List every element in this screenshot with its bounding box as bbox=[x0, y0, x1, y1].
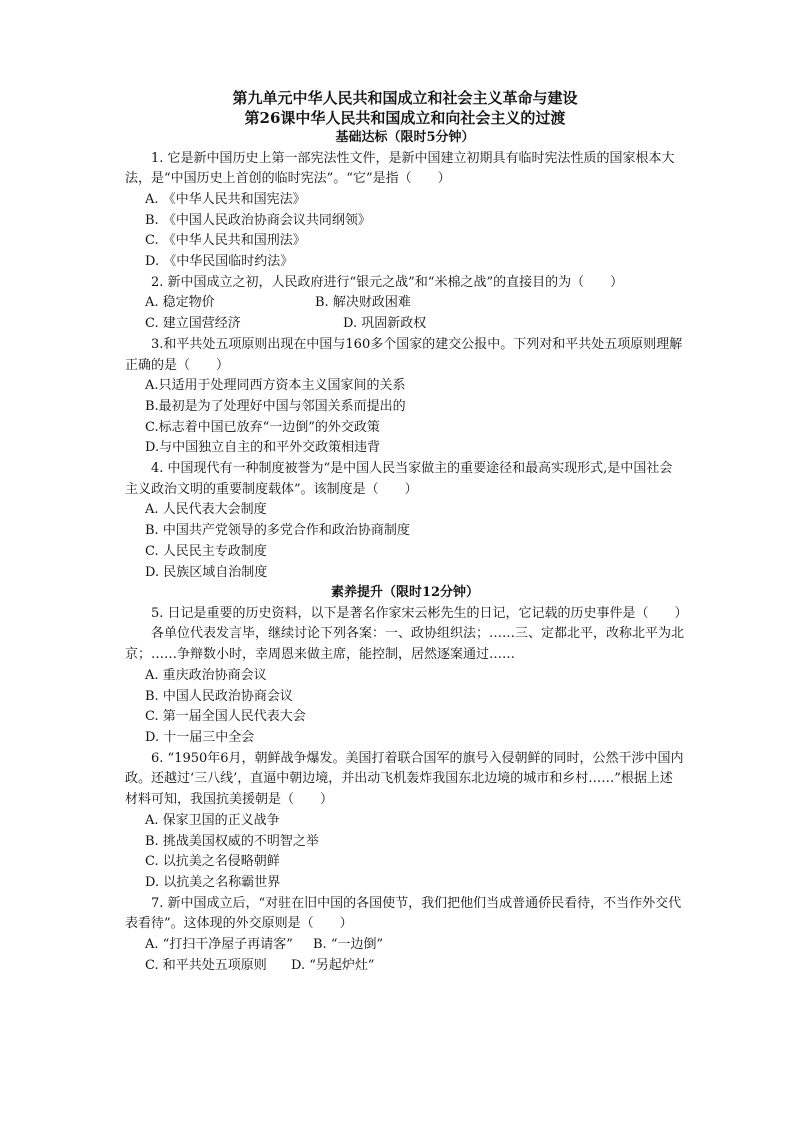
option-row bbox=[125, 956, 685, 977]
question-7 bbox=[125, 894, 685, 977]
unit-title: 第九单元中华人民共和国成立和社会主义革命与建设 bbox=[232, 89, 578, 107]
option-d: D. 十一届三中全会 bbox=[145, 729, 255, 745]
option-a: A. 稳定物价 bbox=[145, 295, 215, 311]
option-c: C.标志着中国已放弃“一边倒”的外交政策 bbox=[145, 419, 380, 435]
question-stem: 4. 中国现代有一种制度被誉为“是中国人民当家做主的重要途径和最高实现形式,是中国社会主义政治文明的重要制度载体”。该制度是（ ） bbox=[125, 461, 673, 497]
diary-material: 各单位代表发言毕，继续讨论下列各案：一、政协组织法；……三、定都北平，改称北平为北京；……争辩数小时，幸周恩来做主席，能控制，居然逐案通过…… bbox=[125, 626, 685, 663]
question-stem: 7. 新中国成立后，“对驻在旧中国的各国使节，我们把他们当成普通侨民看待，不当作外交代表看待”。这体现的外交原则是（ ） bbox=[125, 895, 682, 932]
option-c: C. 《中华人民共和国刑法》 bbox=[145, 233, 306, 249]
section-basic-heading: 基础达标（限时5分钟） bbox=[335, 130, 475, 145]
option-a: A. 重庆政治协商会议 bbox=[145, 667, 267, 683]
question-stem: 5. 日记是重要的历史资料，以下是著名作家宋云彬先生的日记，它记载的历史事件是（ ） bbox=[151, 605, 688, 621]
option-a: A. “打扫干净屋子再请客” bbox=[145, 937, 293, 953]
question-stem: 6. “1950年6月，朝鲜战争爆发。美国打着联合国军的旗号入侵朝鲜的同时，公然干涉中国内政。还越过‘三八线’，直逼中朝边境，并出动飞机轰炸我国东北边境的城市和乡村……”根据上述材料可知，我国抗美援朝是（ ） bbox=[125, 750, 684, 808]
lesson-title: 第26课中华人民共和国成立和向社会主义的过渡 bbox=[244, 109, 566, 127]
option-d: D. 以抗美之名称霸世界 bbox=[145, 874, 281, 890]
section-advanced-heading: 素养提升（限时12分钟） bbox=[330, 585, 480, 601]
question-3 bbox=[125, 335, 685, 459]
option-c: C. 第一届全国人民代表大会 bbox=[145, 709, 306, 725]
option-c: C. 建立国营经济 bbox=[145, 316, 241, 332]
question-2 bbox=[125, 273, 685, 335]
option-b: B. 中国共产党领导的多党合作和政治协商制度 bbox=[145, 523, 410, 539]
option-c: C. 以抗美之名侵略朝鲜 bbox=[145, 854, 280, 870]
option-b: B.最初是为了处理好中国与邻国关系而提出的 bbox=[145, 398, 406, 414]
option-a: A. 人民代表大会制度 bbox=[145, 502, 267, 518]
question-5 bbox=[125, 604, 688, 749]
option-b: B. 中国人民政治协商会议 bbox=[145, 688, 293, 704]
option-d: D. 《中华民国临时约法》 bbox=[145, 254, 294, 270]
option-b: B. “一边倒” bbox=[313, 937, 384, 953]
option-row bbox=[125, 314, 685, 335]
option-d: D. 巩固新政权 bbox=[343, 316, 427, 332]
question-4 bbox=[125, 459, 685, 583]
option-d: D. “另起炉灶” bbox=[291, 957, 375, 973]
question-stem: 3.和平共处五项原则出现在中国与160多个国家的建交公报中。下列对和平共处五项原则理解正确的是（ ） bbox=[125, 336, 683, 373]
option-d: D.与中国独立自主的和平外交政策相违背 bbox=[145, 440, 381, 456]
option-c: C. 和平共处五项原则 bbox=[145, 957, 267, 973]
question-stem: 2. 新中国成立之初，人民政府进行“银元之战”和“米棉之战”的直接目的为（ ） bbox=[151, 274, 624, 290]
option-b: B. 解决财政困难 bbox=[315, 295, 411, 311]
worksheet-page bbox=[125, 88, 688, 976]
option-a: A.只适用于处理同西方资本主义国家间的关系 bbox=[145, 378, 406, 394]
option-a: A. 保家卫国的正义战争 bbox=[145, 812, 280, 828]
question-6 bbox=[125, 749, 685, 894]
question-stem: 1. 它是新中国历史上第一部宪法性文件，是新中国建立初期具有临时宪法性质的国家根本大法，是“中国历史上首创的临时宪法”。“它”是指（ ） bbox=[125, 150, 675, 187]
option-a: A. 《中华人民共和国宪法》 bbox=[145, 191, 306, 207]
question-1 bbox=[125, 149, 685, 273]
option-row bbox=[125, 935, 685, 956]
option-d: D. 民族区域自治制度 bbox=[145, 564, 268, 580]
option-c: C. 人民民主专政制度 bbox=[145, 543, 267, 559]
option-b: B. 挑战美国权威的不明智之举 bbox=[145, 833, 319, 849]
option-b: B. 《中国人民政治协商会议共同纲领》 bbox=[145, 212, 371, 228]
option-row bbox=[125, 293, 685, 314]
